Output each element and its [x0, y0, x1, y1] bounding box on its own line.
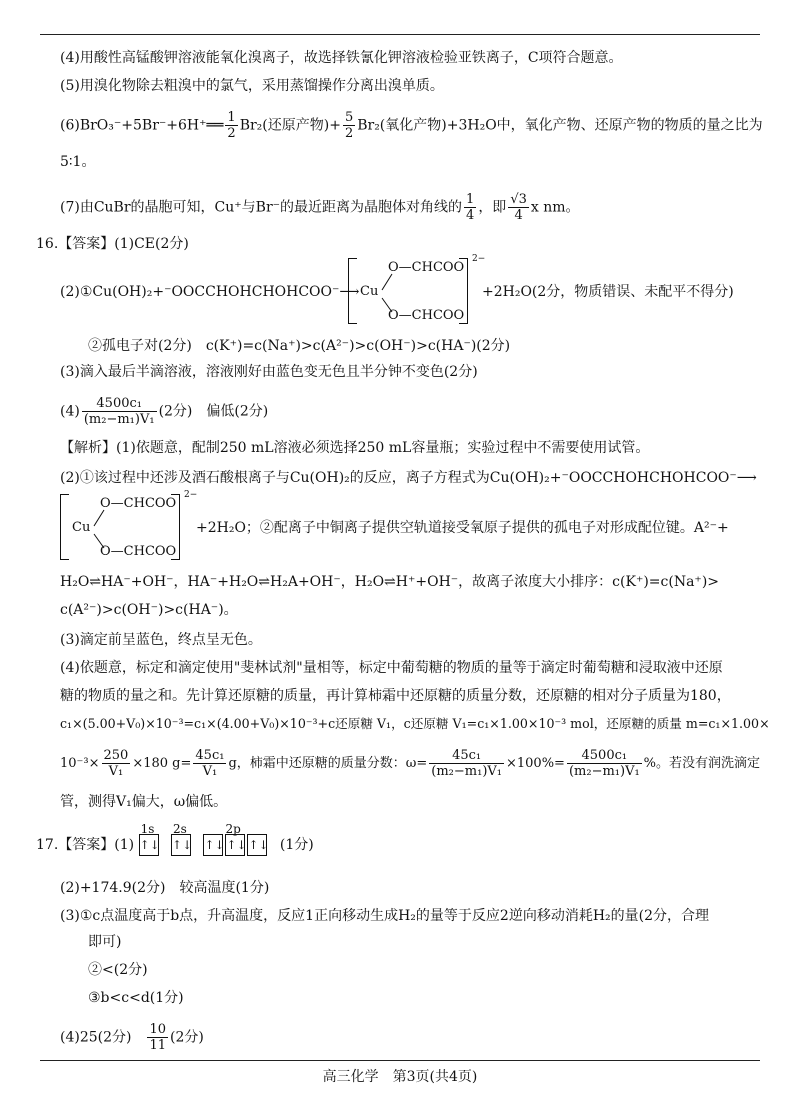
q16-answer-2c: ②孤电子对(2分) c(K⁺)=c(Na⁺)>c(A²⁻)>c(OH⁻)>c(HA⁻)(2分) — [88, 338, 511, 354]
analysis-2d: c(A²⁻)>c(OH⁻)>c(HA⁻)。 — [60, 602, 238, 618]
analysis-4c: c₁×(5.00+V₀)×10⁻³=c₁×(4.00+V₀)×10⁻³+c还原糖 V₁，c还原糖 V₁=c₁×1.00×10⁻³ mol，还原糖的质量 m=c₁×1.00× — [60, 716, 770, 731]
fraction-4500c1: $\frac{\text{4500c₁}}{\text{(m₂−m₁)V₁}}$ — [83, 396, 155, 427]
fraction-4500c1-m: $\frac{\text{4500c₁}}{\text{(m₂−m₁)V₁}}$ — [568, 748, 640, 779]
fraction-1-4: $\frac{1}{4}$ — [466, 192, 475, 223]
line-5: (5)用溴化物除去粗溴中的氯气，采用蒸馏操作分离出溴单质。 — [60, 78, 444, 94]
copper-complex-1: O—CHCOO Cu O—CHCOO 2− — [348, 258, 468, 324]
q16-answer-2b: +2H₂O(2分，物质错误、未配平不得分) — [482, 284, 734, 300]
top-rule — [40, 34, 760, 35]
q17-answer-3b: 即可) — [88, 934, 122, 950]
page-footer: 高三化学 第3页(共4页) — [322, 1069, 478, 1085]
orbital-2s: 2s ↑↓ — [171, 832, 193, 858]
orbital-1s: 1s ↑↓ — [139, 832, 161, 858]
analysis-1: 【解析】(1)依题意，配制250 mL溶液必须选择250 mL容量瓶；实验过程中不需要使用试管。 — [60, 440, 650, 456]
q17-answer-3a: (3)①c点温度高于b点，升高温度，反应1正向移动生成H₂的量等于反应2逆向移动消耗H₂的量(2分，合理 — [60, 908, 710, 924]
q17-answer-1: 17.【答案】(1) 1s ↑↓ 2s ↑↓ 2p ↑↓ ↑↓ ↑↓ (1分) — [36, 832, 314, 858]
copper-complex-2: O—CHCOO Cu O—CHCOO 2− — [60, 494, 180, 560]
line-6-end: 5∶1。 — [60, 154, 96, 170]
q17-answer-2: (2)+174.9(2分) 较高温度(1分) — [60, 880, 270, 896]
bottom-rule — [40, 1060, 760, 1061]
q16-answer-3: (3)滴入最后半滴溶液，溶液刚好由蓝色变无色且半分钟不变色(2分) — [60, 364, 478, 380]
analysis-4d: 10⁻³× $\frac{250}{\text{V₁}}$ ×180 g= $\frac{\text{45c₁}}{\text{V₁}}$ g，柿霜中还原糖的质量分数：ω= $\frac{\text{45c₁}}{\text{(m₂−m₁)V₁}}$ ×100%= $\frac{\text{4500c₁}}{\text{(m₂−m₁)V₁}}$ %。若没有润洗滴定 — [60, 748, 761, 779]
q16-answer-2a: (2)①Cu(OH)₂+⁻OOCCHOHCHOHCOO⁻⟶ — [60, 284, 360, 300]
q16-answer-1: 16.【答案】(1)CE(2分) — [36, 236, 189, 252]
analysis-3: (3)滴定前呈蓝色，终点呈无色。 — [60, 632, 262, 648]
line-6: (6)BrO₃⁻+5Br⁻+6H⁺══ $\frac{1}{2}$ Br₂(还原产物)+ $\frac{5}{2}$ Br₂(氧化产物)+3H₂O中，氧化产物、还原产物的物质的量之比为 — [60, 110, 763, 141]
analysis-2b: +2H₂O；②配离子中铜离子提供空轨道接受氧原子提供的孤电子对形成配位键。A²⁻+ — [196, 520, 729, 536]
q16-answer-4: (4) $\frac{\text{4500c₁}}{\text{(m₂−m₁)V₁}}$ (2分) 偏低(2分) — [60, 396, 269, 427]
analysis-4a: (4)依题意，标定和滴定使用"斐林试剂"量相等，标定中葡萄糖的物质的量等于滴定时葡萄糖和浸取液中还原 — [60, 660, 723, 676]
q17-answer-3c: ②<(2分) — [88, 962, 148, 978]
orbital-2p: 2p ↑↓ ↑↓ ↑↓ — [203, 832, 269, 858]
analysis-2c: H₂O⇌HA⁻+OH⁻，HA⁻+H₂O⇌H₂A+OH⁻，H₂O⇌H⁺+OH⁻，故离子浓度大小排序：c(K⁺)=c(Na⁺)> — [60, 574, 720, 590]
fraction-1-2: $\frac{1}{2}$ — [227, 110, 236, 141]
analysis-4e: 管，测得V₁偏大，ω偏低。 — [60, 794, 228, 810]
fraction-sqrt3-4: $\frac{√3}{4}$ — [510, 192, 527, 223]
analysis-4b: 糖的物质的量之和。先计算还原糖的质量，再计算柿霜中还原糖的质量分数，还原糖的相对分子质量为180， — [60, 688, 731, 704]
line-4: (4)用酸性高锰酸钾溶液能氧化溴离子，故选择铁氰化钾溶液检验亚铁离子，C项符合题意。 — [60, 50, 623, 66]
fraction-45c1-v1: $\frac{\text{45c₁}}{\text{V₁}}$ — [195, 748, 225, 779]
fraction-250-v1: $\frac{250}{\text{V₁}}$ — [103, 748, 129, 779]
fraction-5-2: $\frac{5}{2}$ — [344, 110, 354, 141]
fraction-10-11: $\frac{10}{11}$ — [149, 1022, 167, 1053]
q17-answer-4: (4)25(2分) $\frac{10}{11}$ (2分) — [60, 1022, 204, 1053]
fraction-45c1-m: $\frac{\text{45c₁}}{\text{(m₂−m₁)V₁}}$ — [431, 748, 502, 779]
line-7: (7)由CuBr的晶胞可知，Cu⁺与Br⁻的最近距离为晶胞体对角线的 $\frac{1}{4}$ ，即 $\frac{√3}{4}$ x nm。 — [60, 192, 580, 223]
analysis-2: (2)①该过程中还涉及酒石酸根离子与Cu(OH)₂的反应，离子方程式为Cu(OH)₂+⁻OOCCHOHCHOHCOO⁻⟶ — [60, 470, 757, 486]
q17-answer-3d: ③b<c<d(1分) — [88, 990, 184, 1006]
